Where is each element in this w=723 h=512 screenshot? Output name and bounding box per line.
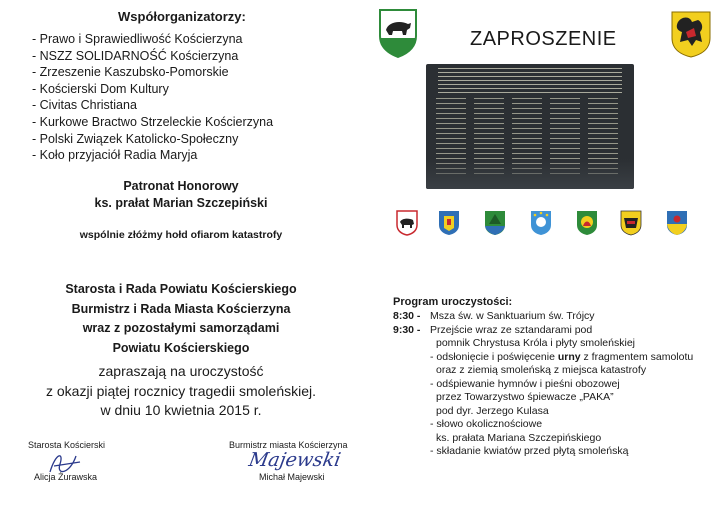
program-time: 8:30 - (393, 310, 421, 322)
signature-name: Alicja Żurawska (34, 472, 98, 482)
program-text: Msza św. w Sanktuarium św. Trójcy (430, 310, 595, 322)
program-text: oraz z ziemią smoleńską z miejsca katastrofy (436, 364, 647, 376)
coorganizers-list (32, 31, 273, 164)
list-item: - Civitas Christiana (32, 97, 273, 114)
program-text: pod dyr. Jerzego Kulasa (436, 404, 549, 417)
program-text: - odsłonięcie i poświęcenie urny z fragmentem samolotu (430, 350, 694, 363)
program-text: przez Towarzystwo śpiewacze „PAKA” (436, 391, 614, 403)
smolensk-memorial-plaque (426, 64, 634, 189)
list-item: - NSZZ SOLIDARNOŚĆ Kościerzyna (32, 48, 273, 65)
host-line: wraz z pozostałymi samorządami (82, 321, 280, 335)
page-title: ZAPROSZENIE (470, 28, 617, 50)
program-title: Program uroczystości: (393, 296, 513, 308)
kościerzyna-county-crest-icon (378, 8, 418, 58)
patron-name: ks. prałat Marian Szczepiński (94, 196, 268, 210)
bear-crest-icon (396, 210, 418, 236)
host-line: Burmistrz i Rada Miasta Kościerzyna (71, 301, 291, 316)
signature-name: Michał Majewski (259, 472, 325, 482)
griffin-crest-icon (438, 210, 460, 236)
signature-title: Burmistrz miasta Kościerzyna (229, 440, 348, 450)
signature-starosta (28, 440, 138, 482)
signature-scrawl: Majewski (247, 449, 343, 471)
invite-line: zapraszają na uroczystość (98, 363, 264, 379)
hosts-block (0, 280, 362, 358)
program-text: - składanie kwiatów przed płytą smoleńską (430, 445, 629, 457)
program-text: ks. prałata Mariana Szczepińskiego (436, 431, 602, 444)
patron-heading: Patronat Honorowy (123, 179, 239, 193)
host-line: Starosta i Rada Powiatu Kościerskiego (65, 282, 297, 296)
tree-crest-icon (484, 210, 506, 236)
list-item: - Kościerski Dom Kultury (32, 81, 273, 98)
list-item: - Prawo i Sprawiedliwość Kościerzyna (32, 31, 273, 48)
program-text: - odśpiewanie hymnów i pieśni obozowej (430, 377, 620, 390)
coorganizers-title: Współorganizatorzy: (118, 9, 246, 24)
kościerzyna-town-crest-icon (670, 10, 712, 58)
list-item: - Kurkowe Bractwo Strzeleckie Kościerzyna (32, 114, 273, 131)
stars-crest-icon (530, 210, 552, 236)
invite-line: w dniu 10 kwietnia 2015 r. (100, 402, 262, 418)
sun-crest-icon (576, 210, 598, 236)
signature-title: Starosta Kościerski (28, 440, 106, 450)
program-text: pomnik Chrystusa Króla i płyty smoleńskiej (436, 337, 635, 349)
rose-crest-icon (666, 210, 688, 236)
list-item: - Koło przyjaciół Radia Maryja (32, 147, 273, 164)
invite-line: z okazji piątej rocznicy tragedii smoleńskiej. (46, 382, 316, 399)
invitation-text (0, 362, 362, 421)
list-item: - Zrzeszenie Kaszubsko-Pomorskie (32, 64, 273, 81)
host-line: Powiatu Kościerskiego (112, 340, 250, 355)
signature-burmistrz (229, 440, 369, 482)
tribute-line: wspólnie złóżmy hołd ofiarom katastrofy (79, 229, 283, 241)
bee-crest-icon (620, 210, 642, 236)
program-text: Przejście wraz ze sztandarami pod (430, 323, 593, 336)
list-item: - Polski Związek Katolicko-Społeczny (32, 131, 273, 148)
program-time: 9:30 - (393, 323, 421, 336)
program-text: - słowo okolicznościowe (430, 418, 543, 430)
honorary-patronage (0, 178, 362, 212)
